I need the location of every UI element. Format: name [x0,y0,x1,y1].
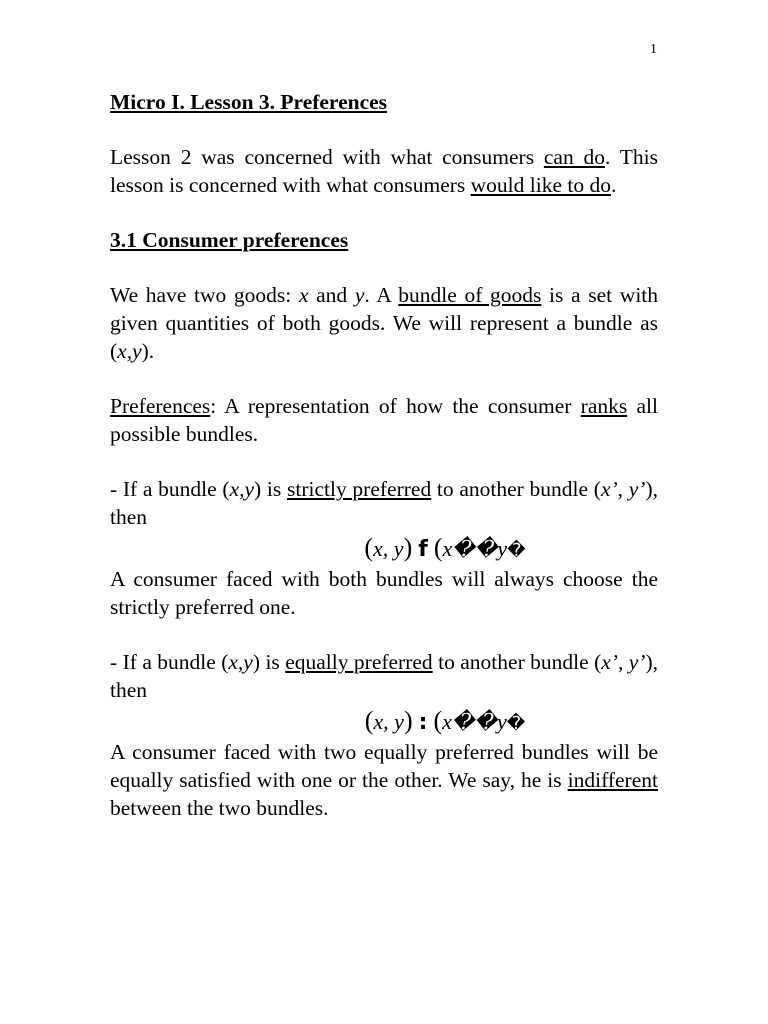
equal-var-xy: x,y [228,650,253,674]
strict-underline: strictly preferred [287,477,432,501]
intro-underline-would-like: would like to do [470,173,611,197]
page-content [110,88,658,849]
intro-underline-can-do: can do [543,145,605,169]
strict-paragraph [110,475,658,531]
pref-text-2: all possible bundles. [110,394,658,446]
equal-paragraph [110,648,658,704]
strict-formula-rhs: x�� [442,536,498,561]
intro-text-2: . This lesson is concerned with what consumers [110,145,658,197]
goods-text-2: and [308,283,355,307]
intro-text-1: Lesson 2 was concerned with what consumers [110,145,544,169]
goods-text-4: is a set with given quantities of both goods. We will represent a bundle as ( [110,283,659,363]
goods-text-3: . A [364,283,399,307]
equal-underline-indifferent: indifferent [567,768,658,792]
preferences-paragraph [110,392,658,448]
equal-explanation [110,738,658,822]
strict-preference-formula: (x, y) f (x��y� [364,533,522,562]
page-number: 1 [650,42,657,57]
goods-text-5: ). [141,339,155,363]
strict-formula-relation: f [418,537,428,562]
equal-comma: , [617,650,629,674]
intro-text-3: . [610,173,617,197]
equal-var-xprime: x’ [601,650,618,674]
equal-formula-rhs: x�� [442,709,497,734]
goods-underline-bundle: bundle of goods [398,283,542,307]
goods-paragraph [110,281,658,365]
pref-text-1: : A representation of how the consumer [210,394,581,418]
strict-var-yprime: y’ [628,477,646,501]
intro-paragraph [110,143,658,199]
equal-var-yprime: y’ [628,650,646,674]
goods-var-xy: x,y [117,339,142,363]
strict-formula-tail: y [497,536,508,561]
strict-text-2: ) is [254,477,287,501]
equal-text-2: ) is [252,650,286,674]
strict-explanation: A consumer faced with both bundles will always choose the strictly preferred one. [110,567,658,619]
equal-formula-relation: : [418,710,428,735]
strict-text-4: ), then [110,477,659,529]
section-heading: 3.1 Consumer preferences [110,228,349,252]
equal-formula-lhs: x, y [373,709,404,734]
equal-after-1: A consumer faced with two equally preferred bundles will be equally satisfied with one or the other. We say, he is [110,740,658,792]
equal-text-4: ), then [110,650,658,702]
goods-var-x: x [298,283,309,307]
strict-comma: , [617,477,629,501]
strict-var-xprime: x’ [600,477,618,501]
strict-var-xy: x,y [229,477,255,501]
goods-var-y: y [354,283,365,307]
goods-text-1: We have two goods: [110,283,299,307]
strict-text-3: to another bundle ( [431,477,601,501]
equal-text-1: - If a bundle ( [110,650,229,674]
strict-text-1: - If a bundle ( [110,477,230,501]
pref-underline-ranks: ranks [580,394,628,418]
pref-underline-preferences: Preferences [110,394,211,418]
equal-after-2: between the two bundles. [110,796,329,820]
lesson-title: Micro I. Lesson 3. Preferences [110,90,388,114]
equal-text-3: to another bundle ( [432,650,602,674]
equal-formula-tail: y [497,709,507,734]
indifference-formula: (x, y) : (x��y� [364,706,522,735]
strict-formula-lhs: x, y [373,536,404,561]
equal-underline: equally preferred [285,650,433,674]
